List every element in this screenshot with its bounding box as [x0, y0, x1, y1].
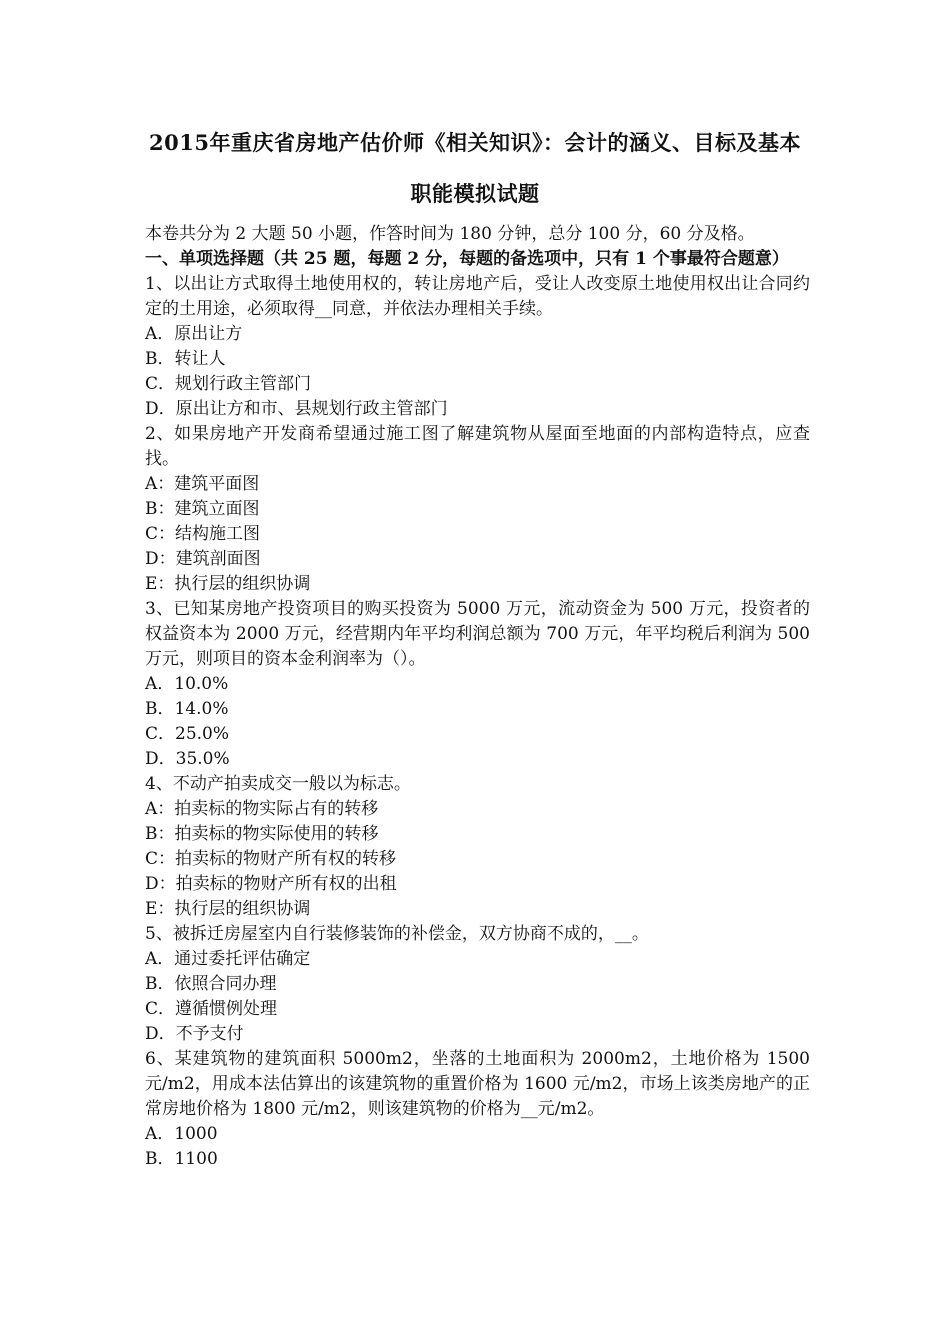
question-1-option-a: A．原出让方 [145, 324, 243, 344]
question-6-option-a: A．1000 [145, 1124, 218, 1144]
document-title-line1: 2015年重庆省房地产估价师《相关知识》：会计的涵义、目标及基本 [149, 130, 801, 155]
question-4-stem: 4、不动产拍卖成交一般以为标志。 [145, 774, 411, 794]
section-heading: 一、单项选择题（共 25 题，每题 2 分，每题的备选项中，只有 1 个事最符合题意） [145, 249, 789, 269]
document-title-line2: 职能模拟试题 [410, 181, 540, 206]
question-3-option-b: B．14.0% [145, 699, 229, 719]
question-4-option-c: C：拍卖标的物财产所有权的转移 [145, 849, 397, 869]
question-2-option-c: C：结构施工图 [145, 524, 261, 544]
question-6-stem: 6、某建筑物的建筑面积 5000m2，坐落的土地面积为 2000m2，土地价格为 1500 元/m2，用成本法估算出的该建筑物的重置价格为 1600 元/m2，市场上该类房地产的正常房地价格为 1800 元/m2，则该建筑物的价格为__元/m2。 [145, 1049, 810, 1119]
question-3-option-d: D．35.0% [145, 749, 230, 769]
question-4-option-a: A：拍卖标的物实际占有的转移 [145, 799, 379, 819]
question-4-option-d: D：拍卖标的物财产所有权的出租 [145, 874, 397, 894]
question-2-option-b: B：建筑立面图 [145, 499, 260, 519]
question-3-stem: 3、已知某房地产投资项目的购买投资为 5000 万元，流动资金为 500 万元，投资者的权益资本为 2000 万元，经营期内年平均利润总额为 700 万元，年平均税后利润为 500 万元，则项目的资本金利润率为（）。 [145, 599, 810, 669]
exam-intro: 本卷共分为 2 大题 50 小题，作答时间为 180 分钟，总分 100 分，60 分及格。 [145, 224, 755, 244]
question-1-option-c: C．规划行政主管部门 [145, 374, 312, 394]
document-body [145, 222, 810, 1172]
question-2-option-d: D：建筑剖面图 [145, 549, 261, 569]
question-6-option-b: B．1100 [145, 1149, 218, 1169]
question-3-option-c: C．25.0% [145, 724, 230, 744]
question-2-option-a: A：建筑平面图 [145, 474, 260, 494]
question-1-option-b: B．转让人 [145, 349, 226, 369]
question-5-option-b: B．依照合同办理 [145, 974, 277, 994]
question-1-stem: 1、以出让方式取得土地使用权的，转让房地产后，受让人改变原土地使用权出让合同约定的土用途，必须取得__同意，并依法办理相关手续。 [145, 274, 810, 319]
question-2-option-e: E：执行层的组织协调 [145, 574, 311, 594]
question-1-option-d: D．原出让方和市、县规划行政主管部门 [145, 399, 448, 419]
question-4-option-b: B：拍卖标的物实际使用的转移 [145, 824, 379, 844]
question-5-option-c: C．遵循惯例处理 [145, 999, 278, 1019]
question-4-option-e: E：执行层的组织协调 [145, 899, 311, 919]
question-3-option-a: A．10.0% [145, 674, 229, 694]
question-5-option-a: A．通过委托评估确定 [145, 949, 311, 969]
question-5-option-d: D．不予支付 [145, 1024, 244, 1044]
question-2-stem: 2、如果房地产开发商希望通过施工图了解建筑物从屋面至地面的内部构造特点，应查找。 [145, 424, 810, 469]
question-5-stem: 5、被拆迁房屋室内自行装修装饰的补偿金，双方协商不成的，__。 [145, 924, 649, 944]
